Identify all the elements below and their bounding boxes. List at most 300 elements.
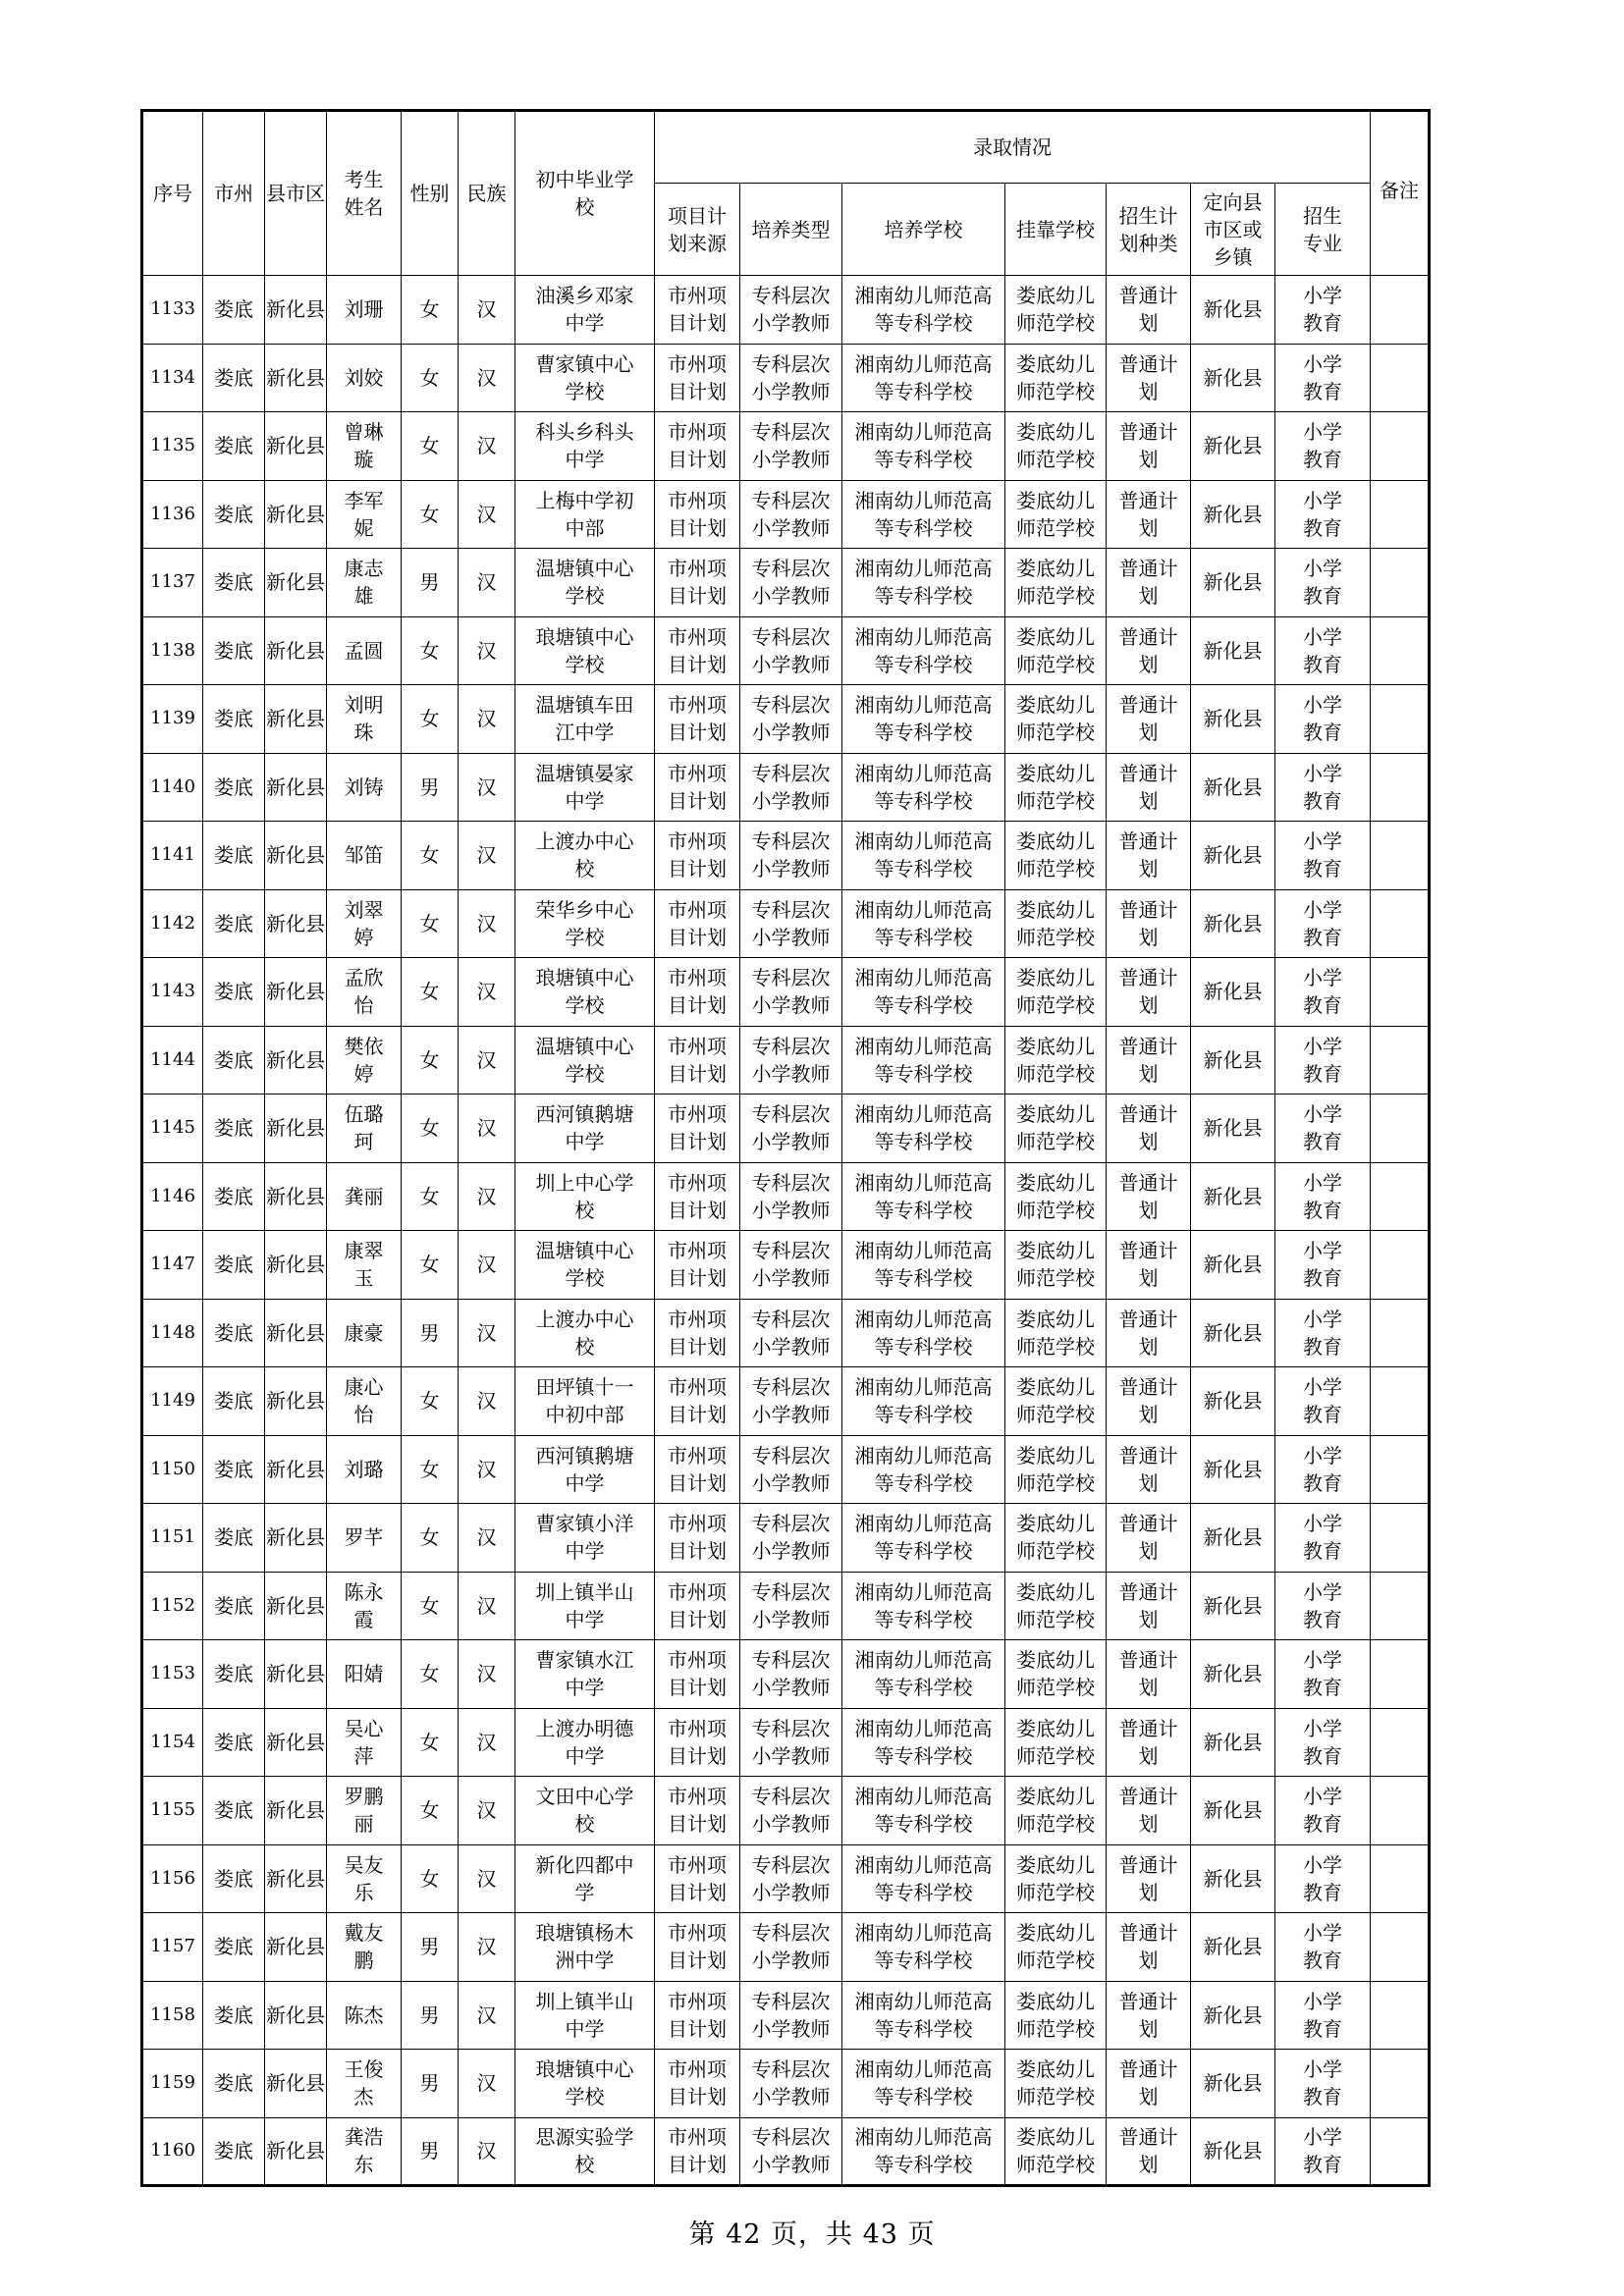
cell-name: 康翠玉 bbox=[327, 1231, 402, 1300]
header-plan-source: 项目计划来源 bbox=[655, 184, 740, 276]
cell-city: 娄底 bbox=[203, 1231, 265, 1300]
cell-ethnicity: 汉 bbox=[459, 753, 515, 822]
header-county: 县市区 bbox=[265, 111, 327, 276]
cell-target-area: 新化县 bbox=[1191, 1504, 1275, 1573]
cell-name: 李军妮 bbox=[327, 480, 402, 549]
table-row bbox=[142, 2117, 1430, 2186]
cell-remark bbox=[1371, 1981, 1430, 2050]
cell-plan-kind: 普通计划 bbox=[1107, 753, 1191, 822]
cell-gender: 女 bbox=[402, 1367, 459, 1436]
cell-remark bbox=[1371, 276, 1430, 345]
cell-ethnicity: 汉 bbox=[459, 1640, 515, 1709]
cell-target-area: 新化县 bbox=[1191, 480, 1275, 549]
cell-train-school: 湘南幼儿师范高等专科学校 bbox=[842, 822, 1005, 890]
cell-major: 小学教育 bbox=[1275, 1367, 1371, 1436]
cell-remark bbox=[1371, 1367, 1430, 1436]
cell-city: 娄底 bbox=[203, 1026, 265, 1095]
cell-remark bbox=[1371, 822, 1430, 890]
cell-remark bbox=[1371, 1435, 1430, 1504]
cell-target-area: 新化县 bbox=[1191, 1572, 1275, 1640]
cell-major: 小学教育 bbox=[1275, 1435, 1371, 1504]
cell-plan-source: 市州项目计划 bbox=[655, 685, 740, 754]
cell-gender: 女 bbox=[402, 1708, 459, 1777]
cell-name: 伍璐珂 bbox=[327, 1095, 402, 1163]
table-row bbox=[142, 1572, 1430, 1640]
cell-train-type: 专科层次小学教师 bbox=[740, 1299, 842, 1367]
cell-plan-source: 市州项目计划 bbox=[655, 1913, 740, 1982]
cell-ethnicity: 汉 bbox=[459, 1572, 515, 1640]
cell-county: 新化县 bbox=[265, 2117, 327, 2186]
header-gender: 性别 bbox=[402, 111, 459, 276]
cell-attach-school: 娄底幼儿师范学校 bbox=[1005, 616, 1107, 685]
cell-plan-source: 市州项目计划 bbox=[655, 1777, 740, 1845]
cell-city: 娄底 bbox=[203, 1095, 265, 1163]
cell-name: 康豪 bbox=[327, 1299, 402, 1367]
cell-city: 娄底 bbox=[203, 1435, 265, 1504]
cell-train-school: 湘南幼儿师范高等专科学校 bbox=[842, 412, 1005, 481]
cell-attach-school: 娄底幼儿师范学校 bbox=[1005, 549, 1107, 617]
cell-attach-school: 娄底幼儿师范学校 bbox=[1005, 958, 1107, 1027]
cell-major: 小学教育 bbox=[1275, 549, 1371, 617]
cell-major: 小学教育 bbox=[1275, 1981, 1371, 2050]
cell-plan-kind: 普通计划 bbox=[1107, 412, 1191, 481]
cell-remark bbox=[1371, 1640, 1430, 1709]
cell-target-area: 新化县 bbox=[1191, 1640, 1275, 1709]
table-row bbox=[142, 1708, 1430, 1777]
cell-ethnicity: 汉 bbox=[459, 889, 515, 958]
cell-gender: 女 bbox=[402, 685, 459, 754]
cell-major: 小学教育 bbox=[1275, 1640, 1371, 1709]
cell-school: 荣华乡中心学校 bbox=[515, 889, 655, 958]
cell-train-school: 湘南幼儿师范高等专科学校 bbox=[842, 616, 1005, 685]
cell-remark bbox=[1371, 549, 1430, 617]
cell-train-school: 湘南幼儿师范高等专科学校 bbox=[842, 958, 1005, 1027]
cell-attach-school: 娄底幼儿师范学校 bbox=[1005, 1435, 1107, 1504]
cell-plan-kind: 普通计划 bbox=[1107, 480, 1191, 549]
cell-plan-source: 市州项目计划 bbox=[655, 412, 740, 481]
cell-target-area: 新化县 bbox=[1191, 2050, 1275, 2118]
cell-plan-source: 市州项目计划 bbox=[655, 1640, 740, 1709]
cell-gender: 女 bbox=[402, 1095, 459, 1163]
cell-seq: 1133 bbox=[142, 276, 203, 345]
cell-ethnicity: 汉 bbox=[459, 480, 515, 549]
table-row bbox=[142, 276, 1430, 345]
cell-remark bbox=[1371, 1708, 1430, 1777]
cell-seq: 1134 bbox=[142, 344, 203, 412]
cell-attach-school: 娄底幼儿师范学校 bbox=[1005, 685, 1107, 754]
cell-target-area: 新化县 bbox=[1191, 1435, 1275, 1504]
cell-train-type: 专科层次小学教师 bbox=[740, 1640, 842, 1709]
table-row bbox=[142, 889, 1430, 958]
cell-city: 娄底 bbox=[203, 753, 265, 822]
header-remark: 备注 bbox=[1371, 111, 1430, 276]
cell-major: 小学教育 bbox=[1275, 1777, 1371, 1845]
cell-school: 琅塘镇中心学校 bbox=[515, 616, 655, 685]
table-row bbox=[142, 958, 1430, 1027]
cell-plan-kind: 普通计划 bbox=[1107, 2050, 1191, 2118]
cell-seq: 1142 bbox=[142, 889, 203, 958]
cell-city: 娄底 bbox=[203, 2117, 265, 2186]
table-row bbox=[142, 753, 1430, 822]
cell-name: 孟圆 bbox=[327, 616, 402, 685]
cell-plan-source: 市州项目计划 bbox=[655, 1504, 740, 1573]
cell-plan-source: 市州项目计划 bbox=[655, 1299, 740, 1367]
cell-train-type: 专科层次小学教师 bbox=[740, 344, 842, 412]
cell-plan-kind: 普通计划 bbox=[1107, 1026, 1191, 1095]
table-row bbox=[142, 685, 1430, 754]
cell-attach-school: 娄底幼儿师范学校 bbox=[1005, 1572, 1107, 1640]
cell-plan-source: 市州项目计划 bbox=[655, 1367, 740, 1436]
cell-name: 刘铸 bbox=[327, 753, 402, 822]
cell-remark bbox=[1371, 753, 1430, 822]
cell-major: 小学教育 bbox=[1275, 2117, 1371, 2186]
cell-school: 温塘镇车田江中学 bbox=[515, 685, 655, 754]
cell-train-type: 专科层次小学教师 bbox=[740, 480, 842, 549]
cell-name: 刘珊 bbox=[327, 276, 402, 345]
table-row bbox=[142, 1095, 1430, 1163]
cell-target-area: 新化县 bbox=[1191, 344, 1275, 412]
cell-remark bbox=[1371, 685, 1430, 754]
cell-school: 上渡办中心校 bbox=[515, 822, 655, 890]
cell-train-type: 专科层次小学教师 bbox=[740, 2050, 842, 2118]
cell-target-area: 新化县 bbox=[1191, 822, 1275, 890]
cell-city: 娄底 bbox=[203, 1162, 265, 1231]
cell-plan-source: 市州项目计划 bbox=[655, 1162, 740, 1231]
cell-train-school: 湘南幼儿师范高等专科学校 bbox=[842, 1504, 1005, 1573]
cell-ethnicity: 汉 bbox=[459, 685, 515, 754]
cell-county: 新化县 bbox=[265, 2050, 327, 2118]
cell-name: 罗鹏丽 bbox=[327, 1777, 402, 1845]
cell-attach-school: 娄底幼儿师范学校 bbox=[1005, 1299, 1107, 1367]
cell-seq: 1136 bbox=[142, 480, 203, 549]
table-row bbox=[142, 412, 1430, 481]
cell-seq: 1147 bbox=[142, 1231, 203, 1300]
cell-city: 娄底 bbox=[203, 1981, 265, 2050]
cell-school: 温塘镇中心学校 bbox=[515, 549, 655, 617]
cell-plan-source: 市州项目计划 bbox=[655, 1435, 740, 1504]
cell-name: 康心怡 bbox=[327, 1367, 402, 1436]
cell-plan-kind: 普通计划 bbox=[1107, 616, 1191, 685]
cell-plan-kind: 普通计划 bbox=[1107, 1981, 1191, 2050]
cell-attach-school: 娄底幼儿师范学校 bbox=[1005, 412, 1107, 481]
cell-ethnicity: 汉 bbox=[459, 412, 515, 481]
cell-ethnicity: 汉 bbox=[459, 822, 515, 890]
cell-city: 娄底 bbox=[203, 2050, 265, 2118]
cell-target-area: 新化县 bbox=[1191, 685, 1275, 754]
cell-name: 刘姣 bbox=[327, 344, 402, 412]
cell-seq: 1152 bbox=[142, 1572, 203, 1640]
cell-city: 娄底 bbox=[203, 1708, 265, 1777]
table-row bbox=[142, 1504, 1430, 1573]
cell-county: 新化县 bbox=[265, 549, 327, 617]
cell-city: 娄底 bbox=[203, 1913, 265, 1982]
cell-seq: 1153 bbox=[142, 1640, 203, 1709]
cell-city: 娄底 bbox=[203, 1504, 265, 1573]
cell-ethnicity: 汉 bbox=[459, 1095, 515, 1163]
cell-ethnicity: 汉 bbox=[459, 1162, 515, 1231]
cell-gender: 男 bbox=[402, 549, 459, 617]
cell-name: 孟欣怡 bbox=[327, 958, 402, 1027]
cell-plan-source: 市州项目计划 bbox=[655, 1844, 740, 1913]
cell-remark bbox=[1371, 1504, 1430, 1573]
cell-ethnicity: 汉 bbox=[459, 1231, 515, 1300]
cell-major: 小学教育 bbox=[1275, 616, 1371, 685]
header-train-school: 培养学校 bbox=[842, 184, 1005, 276]
cell-plan-kind: 普通计划 bbox=[1107, 344, 1191, 412]
cell-school: 曹家镇中心学校 bbox=[515, 344, 655, 412]
cell-city: 娄底 bbox=[203, 276, 265, 345]
cell-city: 娄底 bbox=[203, 1367, 265, 1436]
table-row bbox=[142, 480, 1430, 549]
cell-seq: 1140 bbox=[142, 753, 203, 822]
cell-school: 上渡办明德中学 bbox=[515, 1708, 655, 1777]
cell-plan-kind: 普通计划 bbox=[1107, 822, 1191, 890]
cell-attach-school: 娄底幼儿师范学校 bbox=[1005, 1640, 1107, 1709]
cell-seq: 1149 bbox=[142, 1367, 203, 1436]
cell-major: 小学教育 bbox=[1275, 480, 1371, 549]
cell-target-area: 新化县 bbox=[1191, 1026, 1275, 1095]
table-row bbox=[142, 549, 1430, 617]
cell-attach-school: 娄底幼儿师范学校 bbox=[1005, 1504, 1107, 1573]
cell-attach-school: 娄底幼儿师范学校 bbox=[1005, 889, 1107, 958]
cell-city: 娄底 bbox=[203, 958, 265, 1027]
cell-plan-source: 市州项目计划 bbox=[655, 2117, 740, 2186]
cell-plan-kind: 普通计划 bbox=[1107, 1367, 1191, 1436]
cell-ethnicity: 汉 bbox=[459, 276, 515, 345]
cell-ethnicity: 汉 bbox=[459, 1777, 515, 1845]
cell-plan-source: 市州项目计划 bbox=[655, 549, 740, 617]
cell-school: 田坪镇十一中初中部 bbox=[515, 1367, 655, 1436]
cell-city: 娄底 bbox=[203, 1844, 265, 1913]
cell-school: 上梅中学初中部 bbox=[515, 480, 655, 549]
cell-remark bbox=[1371, 958, 1430, 1027]
header-plan-kind: 招生计划种类 bbox=[1107, 184, 1191, 276]
cell-remark bbox=[1371, 1026, 1430, 1095]
cell-seq: 1143 bbox=[142, 958, 203, 1027]
cell-seq: 1145 bbox=[142, 1095, 203, 1163]
cell-remark bbox=[1371, 1777, 1430, 1845]
cell-gender: 女 bbox=[402, 412, 459, 481]
cell-gender: 男 bbox=[402, 1981, 459, 2050]
cell-name: 刘明珠 bbox=[327, 685, 402, 754]
cell-plan-kind: 普通计划 bbox=[1107, 2117, 1191, 2186]
header-target-area: 定向县市区或乡镇 bbox=[1191, 184, 1275, 276]
cell-train-school: 湘南幼儿师范高等专科学校 bbox=[842, 1095, 1005, 1163]
cell-name: 王俊杰 bbox=[327, 2050, 402, 2118]
cell-ethnicity: 汉 bbox=[459, 1504, 515, 1573]
cell-county: 新化县 bbox=[265, 1844, 327, 1913]
cell-target-area: 新化县 bbox=[1191, 412, 1275, 481]
cell-major: 小学教育 bbox=[1275, 1504, 1371, 1573]
cell-train-type: 专科层次小学教师 bbox=[740, 1913, 842, 1982]
cell-attach-school: 娄底幼儿师范学校 bbox=[1005, 276, 1107, 345]
cell-train-type: 专科层次小学教师 bbox=[740, 1981, 842, 2050]
cell-train-type: 专科层次小学教师 bbox=[740, 1095, 842, 1163]
cell-target-area: 新化县 bbox=[1191, 1708, 1275, 1777]
cell-seq: 1158 bbox=[142, 1981, 203, 2050]
cell-school: 上渡办中心校 bbox=[515, 1299, 655, 1367]
cell-remark bbox=[1371, 616, 1430, 685]
cell-plan-kind: 普通计划 bbox=[1107, 1435, 1191, 1504]
header-seq: 序号 bbox=[142, 111, 203, 276]
cell-plan-source: 市州项目计划 bbox=[655, 958, 740, 1027]
cell-major: 小学教育 bbox=[1275, 822, 1371, 890]
cell-city: 娄底 bbox=[203, 344, 265, 412]
cell-city: 娄底 bbox=[203, 412, 265, 481]
cell-county: 新化县 bbox=[265, 412, 327, 481]
cell-plan-kind: 普通计划 bbox=[1107, 276, 1191, 345]
cell-school: 文田中心学校 bbox=[515, 1777, 655, 1845]
cell-seq: 1155 bbox=[142, 1777, 203, 1845]
cell-city: 娄底 bbox=[203, 549, 265, 617]
cell-train-school: 湘南幼儿师范高等专科学校 bbox=[842, 549, 1005, 617]
table-row bbox=[142, 1844, 1430, 1913]
cell-county: 新化县 bbox=[265, 1777, 327, 1845]
cell-city: 娄底 bbox=[203, 1572, 265, 1640]
cell-county: 新化县 bbox=[265, 344, 327, 412]
cell-gender: 男 bbox=[402, 2050, 459, 2118]
cell-attach-school: 娄底幼儿师范学校 bbox=[1005, 1231, 1107, 1300]
table-row bbox=[142, 822, 1430, 890]
cell-plan-kind: 普通计划 bbox=[1107, 1640, 1191, 1709]
cell-county: 新化县 bbox=[265, 685, 327, 754]
cell-train-school: 湘南幼儿师范高等专科学校 bbox=[842, 753, 1005, 822]
cell-gender: 女 bbox=[402, 1231, 459, 1300]
cell-city: 娄底 bbox=[203, 480, 265, 549]
table-row bbox=[142, 616, 1430, 685]
cell-ethnicity: 汉 bbox=[459, 1026, 515, 1095]
cell-plan-source: 市州项目计划 bbox=[655, 344, 740, 412]
cell-county: 新化县 bbox=[265, 1708, 327, 1777]
cell-school: 油溪乡邓家中学 bbox=[515, 276, 655, 345]
cell-school: 新化四都中学 bbox=[515, 1844, 655, 1913]
cell-remark bbox=[1371, 412, 1430, 481]
cell-train-school: 湘南幼儿师范高等专科学校 bbox=[842, 1367, 1005, 1436]
cell-plan-source: 市州项目计划 bbox=[655, 480, 740, 549]
cell-major: 小学教育 bbox=[1275, 1572, 1371, 1640]
cell-seq: 1138 bbox=[142, 616, 203, 685]
cell-school: 温塘镇晏家中学 bbox=[515, 753, 655, 822]
cell-plan-kind: 普通计划 bbox=[1107, 1095, 1191, 1163]
table-row bbox=[142, 1367, 1430, 1436]
cell-train-school: 湘南幼儿师范高等专科学校 bbox=[842, 1162, 1005, 1231]
cell-name: 刘翠婷 bbox=[327, 889, 402, 958]
cell-county: 新化县 bbox=[265, 1572, 327, 1640]
table-row bbox=[142, 1777, 1430, 1845]
cell-county: 新化县 bbox=[265, 1162, 327, 1231]
cell-target-area: 新化县 bbox=[1191, 753, 1275, 822]
cell-attach-school: 娄底幼儿师范学校 bbox=[1005, 1913, 1107, 1982]
cell-major: 小学教育 bbox=[1275, 958, 1371, 1027]
cell-gender: 女 bbox=[402, 344, 459, 412]
cell-train-type: 专科层次小学教师 bbox=[740, 1708, 842, 1777]
cell-gender: 女 bbox=[402, 1777, 459, 1845]
cell-train-school: 湘南幼儿师范高等专科学校 bbox=[842, 1981, 1005, 2050]
cell-remark bbox=[1371, 1299, 1430, 1367]
cell-attach-school: 娄底幼儿师范学校 bbox=[1005, 822, 1107, 890]
cell-target-area: 新化县 bbox=[1191, 1367, 1275, 1436]
cell-seq: 1159 bbox=[142, 2050, 203, 2118]
cell-school: 科头乡科头中学 bbox=[515, 412, 655, 481]
header-name: 考生姓名 bbox=[327, 111, 402, 276]
cell-train-school: 湘南幼儿师范高等专科学校 bbox=[842, 889, 1005, 958]
cell-school: 温塘镇中心学校 bbox=[515, 1231, 655, 1300]
table-row bbox=[142, 1913, 1430, 1982]
cell-county: 新化县 bbox=[265, 1095, 327, 1163]
cell-county: 新化县 bbox=[265, 889, 327, 958]
cell-train-type: 专科层次小学教师 bbox=[740, 958, 842, 1027]
cell-plan-kind: 普通计划 bbox=[1107, 1708, 1191, 1777]
cell-target-area: 新化县 bbox=[1191, 1981, 1275, 2050]
cell-train-type: 专科层次小学教师 bbox=[740, 822, 842, 890]
cell-gender: 男 bbox=[402, 1913, 459, 1982]
cell-train-school: 湘南幼儿师范高等专科学校 bbox=[842, 480, 1005, 549]
cell-remark bbox=[1371, 1162, 1430, 1231]
page-footer: 第 42 页，共 43 页 bbox=[688, 2219, 936, 2250]
table-row bbox=[142, 1299, 1430, 1367]
cell-county: 新化县 bbox=[265, 1504, 327, 1573]
cell-school: 琅塘镇中心学校 bbox=[515, 958, 655, 1027]
cell-train-school: 湘南幼儿师范高等专科学校 bbox=[842, 1777, 1005, 1845]
cell-plan-kind: 普通计划 bbox=[1107, 549, 1191, 617]
cell-seq: 1139 bbox=[142, 685, 203, 754]
cell-school: 圳上镇半山中学 bbox=[515, 1572, 655, 1640]
cell-name: 樊依婷 bbox=[327, 1026, 402, 1095]
cell-seq: 1148 bbox=[142, 1299, 203, 1367]
cell-plan-source: 市州项目计划 bbox=[655, 1572, 740, 1640]
cell-remark bbox=[1371, 1572, 1430, 1640]
cell-major: 小学教育 bbox=[1275, 685, 1371, 754]
cell-plan-kind: 普通计划 bbox=[1107, 958, 1191, 1027]
cell-train-school: 湘南幼儿师范高等专科学校 bbox=[842, 1299, 1005, 1367]
cell-major: 小学教育 bbox=[1275, 344, 1371, 412]
table-row bbox=[142, 1026, 1430, 1095]
cell-ethnicity: 汉 bbox=[459, 549, 515, 617]
cell-gender: 女 bbox=[402, 1162, 459, 1231]
cell-name: 吴友乐 bbox=[327, 1844, 402, 1913]
cell-seq: 1135 bbox=[142, 412, 203, 481]
cell-attach-school: 娄底幼儿师范学校 bbox=[1005, 753, 1107, 822]
cell-city: 娄底 bbox=[203, 1299, 265, 1367]
cell-plan-kind: 普通计划 bbox=[1107, 1504, 1191, 1573]
cell-remark bbox=[1371, 480, 1430, 549]
table-row bbox=[142, 1162, 1430, 1231]
cell-train-type: 专科层次小学教师 bbox=[740, 1777, 842, 1845]
cell-train-type: 专科层次小学教师 bbox=[740, 549, 842, 617]
table-row bbox=[142, 2050, 1430, 2118]
cell-plan-kind: 普通计划 bbox=[1107, 685, 1191, 754]
cell-remark bbox=[1371, 1844, 1430, 1913]
cell-county: 新化县 bbox=[265, 480, 327, 549]
table-header bbox=[142, 111, 1430, 276]
cell-seq: 1146 bbox=[142, 1162, 203, 1231]
cell-train-type: 专科层次小学教师 bbox=[740, 276, 842, 345]
cell-train-school: 湘南幼儿师范高等专科学校 bbox=[842, 2117, 1005, 2186]
cell-seq: 1151 bbox=[142, 1504, 203, 1573]
cell-school: 曹家镇小洋中学 bbox=[515, 1504, 655, 1573]
cell-seq: 1157 bbox=[142, 1913, 203, 1982]
cell-major: 小学教育 bbox=[1275, 1095, 1371, 1163]
cell-seq: 1144 bbox=[142, 1026, 203, 1095]
cell-attach-school: 娄底幼儿师范学校 bbox=[1005, 1777, 1107, 1845]
cell-county: 新化县 bbox=[265, 1981, 327, 2050]
cell-plan-source: 市州项目计划 bbox=[655, 889, 740, 958]
cell-county: 新化县 bbox=[265, 958, 327, 1027]
cell-school: 琅塘镇杨木洲中学 bbox=[515, 1913, 655, 1982]
cell-gender: 女 bbox=[402, 1640, 459, 1709]
header-attach-school: 挂靠学校 bbox=[1005, 184, 1107, 276]
cell-gender: 女 bbox=[402, 276, 459, 345]
